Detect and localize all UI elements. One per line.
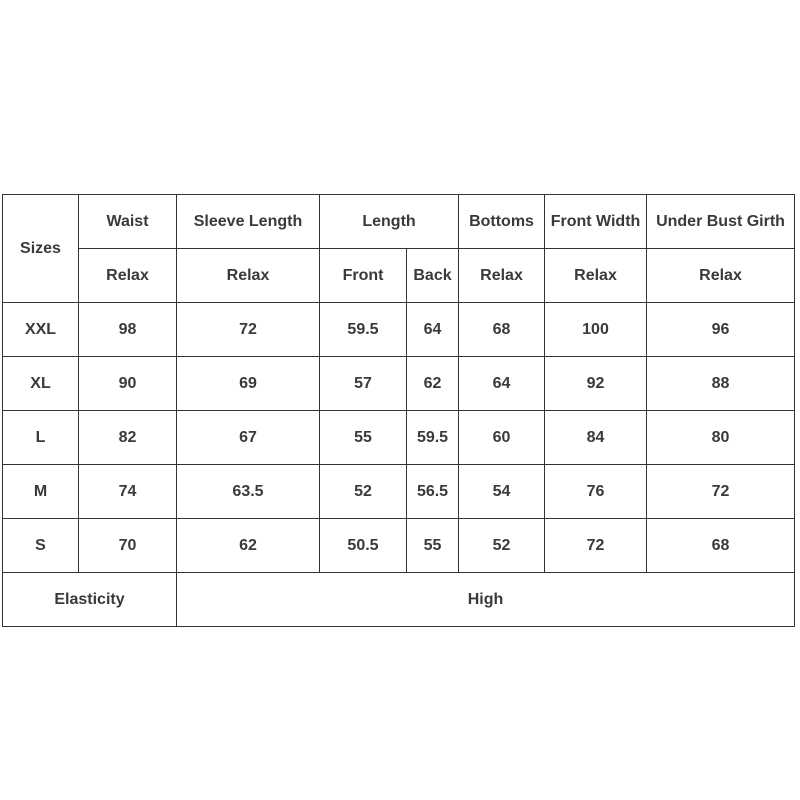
header-length: Length — [320, 195, 459, 249]
header-sizes: Sizes — [3, 195, 79, 303]
bottoms-cell: 64 — [459, 357, 545, 411]
bottoms-cell: 52 — [459, 519, 545, 573]
bottoms-cell: 60 — [459, 411, 545, 465]
table-row — [3, 519, 795, 573]
front-width-cell: 72 — [545, 519, 647, 573]
front-length-cell: 55 — [320, 411, 407, 465]
back-length-cell: 59.5 — [407, 411, 459, 465]
front-width-cell: 76 — [545, 465, 647, 519]
sleeve-cell: 63.5 — [177, 465, 320, 519]
size-cell: XXL — [3, 303, 79, 357]
front-length-cell: 59.5 — [320, 303, 407, 357]
size-cell: M — [3, 465, 79, 519]
header-bottoms: Bottoms — [459, 195, 545, 249]
waist-cell: 90 — [79, 357, 177, 411]
back-length-cell: 55 — [407, 519, 459, 573]
table-row — [3, 411, 795, 465]
table-row — [3, 357, 795, 411]
sleeve-cell: 69 — [177, 357, 320, 411]
table-row — [3, 303, 795, 357]
under-bust-cell: 68 — [647, 519, 795, 573]
table-row — [3, 465, 795, 519]
front-length-cell: 52 — [320, 465, 407, 519]
header-front-width: Front Width — [545, 195, 647, 249]
size-cell: L — [3, 411, 79, 465]
under-bust-cell: 80 — [647, 411, 795, 465]
waist-cell: 98 — [79, 303, 177, 357]
elasticity-value: High — [177, 573, 795, 627]
subheader-front: Front — [320, 249, 407, 303]
footer-row — [3, 573, 795, 627]
under-bust-cell: 88 — [647, 357, 795, 411]
size-cell: XL — [3, 357, 79, 411]
sleeve-cell: 72 — [177, 303, 320, 357]
bottoms-cell: 54 — [459, 465, 545, 519]
front-length-cell: 50.5 — [320, 519, 407, 573]
subheader-front-width: Relax — [545, 249, 647, 303]
subheader-waist: Relax — [79, 249, 177, 303]
back-length-cell: 56.5 — [407, 465, 459, 519]
back-length-cell: 64 — [407, 303, 459, 357]
bottoms-cell: 68 — [459, 303, 545, 357]
waist-cell: 82 — [79, 411, 177, 465]
header-waist: Waist — [79, 195, 177, 249]
elasticity-label: Elasticity — [3, 573, 177, 627]
header-row — [3, 195, 795, 249]
front-width-cell: 100 — [545, 303, 647, 357]
waist-cell: 74 — [79, 465, 177, 519]
header-sleeve-length: Sleeve Length — [177, 195, 320, 249]
waist-cell: 70 — [79, 519, 177, 573]
subheader-back: Back — [407, 249, 459, 303]
size-cell: S — [3, 519, 79, 573]
header-under-bust-girth: Under Bust Girth — [647, 195, 795, 249]
front-width-cell: 84 — [545, 411, 647, 465]
subheader-row — [3, 249, 795, 303]
subheader-sleeve-length: Relax — [177, 249, 320, 303]
front-width-cell: 92 — [545, 357, 647, 411]
front-length-cell: 57 — [320, 357, 407, 411]
back-length-cell: 62 — [407, 357, 459, 411]
under-bust-cell: 96 — [647, 303, 795, 357]
size-chart-table — [2, 194, 795, 627]
sleeve-cell: 67 — [177, 411, 320, 465]
subheader-bottoms: Relax — [459, 249, 545, 303]
sleeve-cell: 62 — [177, 519, 320, 573]
under-bust-cell: 72 — [647, 465, 795, 519]
subheader-under-bust-girth: Relax — [647, 249, 795, 303]
